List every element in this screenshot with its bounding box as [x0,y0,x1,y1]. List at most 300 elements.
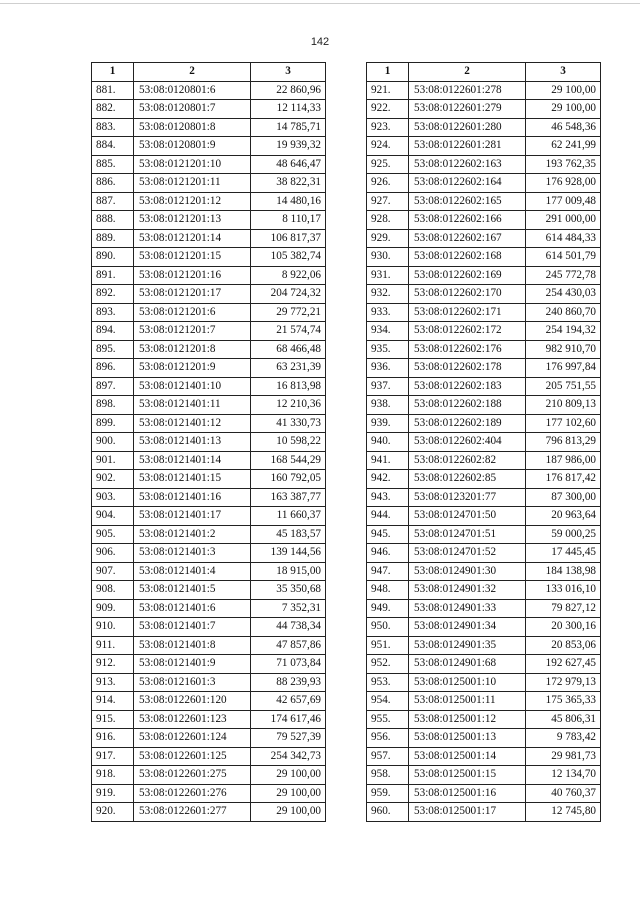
table-row [92,692,326,711]
value-cell: 59 000,25 [526,525,601,544]
table-row [92,562,326,581]
cadastral-id-cell: 53:08:0122601:279 [409,100,526,119]
cadastral-id-cell: 53:08:0124901:32 [409,581,526,600]
value-cell: 29 772,21 [251,303,326,322]
row-number-cell: 925. [367,155,409,174]
cadastral-id-cell: 53:08:0121401:12 [134,414,251,433]
table-row [92,192,326,211]
cadastral-id-cell: 53:08:0121401:3 [134,544,251,563]
cadastral-id-cell: 53:08:0122602:85 [409,470,526,489]
table-row [367,192,601,211]
row-number-cell: 927. [367,192,409,211]
page-number: 142 [310,36,330,48]
row-number-cell: 959. [367,784,409,803]
value-cell: 176 928,00 [526,174,601,193]
value-cell: 79 527,39 [251,729,326,748]
table-row [92,544,326,563]
cadastral-id-cell: 53:08:0124901:33 [409,599,526,618]
row-number-cell: 951. [367,636,409,655]
value-cell: 245 772,78 [526,266,601,285]
row-number-cell: 898. [92,396,134,415]
table-row [367,118,601,137]
table-row [367,673,601,692]
table-row [367,100,601,119]
cadastral-id-cell: 53:08:0124701:50 [409,507,526,526]
value-cell: 139 144,56 [251,544,326,563]
row-number-cell: 892. [92,285,134,304]
table-row [367,248,601,267]
value-cell: 29 100,00 [251,784,326,803]
cadastral-id-cell: 53:08:0121401:9 [134,655,251,674]
table-row [92,377,326,396]
table-row [92,81,326,100]
cadastral-id-cell: 53:08:0122602:164 [409,174,526,193]
column-header-value: 3 [251,63,326,82]
table-left-body [92,81,326,821]
value-cell: 614 484,33 [526,229,601,248]
value-cell: 177 009,48 [526,192,601,211]
table-row [367,562,601,581]
table-header-row [92,63,326,82]
value-cell: 10 598,22 [251,433,326,452]
table-row [367,229,601,248]
row-number-cell: 954. [367,692,409,711]
cadastral-id-cell: 53:08:0125001:10 [409,673,526,692]
table-row [367,507,601,526]
value-cell: 16 813,98 [251,377,326,396]
table-row [367,655,601,674]
table-row [367,470,601,489]
cadastral-id-cell: 53:08:0121201:17 [134,285,251,304]
cadastral-id-cell: 53:08:0121201:11 [134,174,251,193]
table-row [367,433,601,452]
value-cell: 63 231,39 [251,359,326,378]
table-row [92,248,326,267]
column-header-number: 1 [367,63,409,82]
table-row [92,784,326,803]
cadastral-id-cell: 53:08:0124901:35 [409,636,526,655]
table-row [92,488,326,507]
row-number-cell: 912. [92,655,134,674]
value-cell: 9 783,42 [526,729,601,748]
table-row [92,655,326,674]
table-row [92,710,326,729]
cadastral-id-cell: 53:08:0123201:77 [409,488,526,507]
row-number-cell: 881. [92,81,134,100]
value-cell: 254 342,73 [251,747,326,766]
row-number-cell: 948. [367,581,409,600]
table-row [367,137,601,156]
row-number-cell: 938. [367,396,409,415]
row-number-cell: 933. [367,303,409,322]
cadastral-id-cell: 53:08:0121201:6 [134,303,251,322]
table-row [367,322,601,341]
row-number-cell: 909. [92,599,134,618]
cadastral-id-cell: 53:08:0121601:3 [134,673,251,692]
cadastral-id-cell: 53:08:0122601:280 [409,118,526,137]
cadastral-id-cell: 53:08:0120801:9 [134,137,251,156]
table-row [367,266,601,285]
row-number-cell: 939. [367,414,409,433]
row-number-cell: 934. [367,322,409,341]
table-row [92,322,326,341]
table-row [92,618,326,637]
value-cell: 40 760,37 [526,784,601,803]
row-number-cell: 936. [367,359,409,378]
cadastral-id-cell: 53:08:0122601:120 [134,692,251,711]
row-number-cell: 950. [367,618,409,637]
value-cell: 982 910,70 [526,340,601,359]
value-cell: 193 762,35 [526,155,601,174]
row-number-cell: 893. [92,303,134,322]
table-row [92,525,326,544]
value-cell: 192 627,45 [526,655,601,674]
row-number-cell: 908. [92,581,134,600]
value-cell: 7 352,31 [251,599,326,618]
row-number-cell: 902. [92,470,134,489]
row-number-cell: 929. [367,229,409,248]
table-left [91,62,326,822]
row-number-cell: 910. [92,618,134,637]
cadastral-id-cell: 53:08:0121201:7 [134,322,251,341]
value-cell: 172 979,13 [526,673,601,692]
row-number-cell: 897. [92,377,134,396]
row-number-cell: 913. [92,673,134,692]
row-number-cell: 944. [367,507,409,526]
value-cell: 45 183,57 [251,525,326,544]
row-number-cell: 885. [92,155,134,174]
value-cell: 14 785,71 [251,118,326,137]
table-row [92,100,326,119]
cadastral-id-cell: 53:08:0124701:51 [409,525,526,544]
table-row [92,599,326,618]
cadastral-id-cell: 53:08:0122602:189 [409,414,526,433]
cadastral-id-cell: 53:08:0121201:9 [134,359,251,378]
row-number-cell: 906. [92,544,134,563]
cadastral-id-cell: 53:08:0122602:165 [409,192,526,211]
value-cell: 20 300,16 [526,618,601,637]
value-cell: 29 100,00 [251,803,326,822]
cadastral-id-cell: 53:08:0122601:125 [134,747,251,766]
value-cell: 29 100,00 [526,81,601,100]
table-row [367,710,601,729]
value-cell: 204 724,32 [251,285,326,304]
value-cell: 47 857,86 [251,636,326,655]
value-cell: 133 016,10 [526,581,601,600]
table-row [92,507,326,526]
table-row [92,396,326,415]
row-number-cell: 914. [92,692,134,711]
row-number-cell: 952. [367,655,409,674]
cadastral-id-cell: 53:08:0121401:17 [134,507,251,526]
value-cell: 71 073,84 [251,655,326,674]
value-cell: 62 241,99 [526,137,601,156]
table-row [92,285,326,304]
cadastral-id-cell: 53:08:0124901:34 [409,618,526,637]
table-row [92,155,326,174]
cadastral-id-cell: 53:08:0125001:11 [409,692,526,711]
row-number-cell: 945. [367,525,409,544]
row-number-cell: 917. [92,747,134,766]
row-number-cell: 886. [92,174,134,193]
table-row [367,803,601,822]
table-row [92,266,326,285]
table-row [92,673,326,692]
row-number-cell: 957. [367,747,409,766]
table-row [367,359,601,378]
value-cell: 175 365,33 [526,692,601,711]
cadastral-id-cell: 53:08:0121201:13 [134,211,251,230]
column-header-value: 3 [526,63,601,82]
value-cell: 254 430,03 [526,285,601,304]
value-cell: 35 350,68 [251,581,326,600]
row-number-cell: 883. [92,118,134,137]
value-cell: 176 817,42 [526,470,601,489]
top-border-rule [0,3,640,4]
row-number-cell: 949. [367,599,409,618]
cadastral-id-cell: 53:08:0121401:14 [134,451,251,470]
value-cell: 163 387,77 [251,488,326,507]
table-row [92,229,326,248]
cadastral-id-cell: 53:08:0120801:7 [134,100,251,119]
row-number-cell: 930. [367,248,409,267]
cadastral-id-cell: 53:08:0122602:183 [409,377,526,396]
row-number-cell: 940. [367,433,409,452]
table-row [92,211,326,230]
row-number-cell: 916. [92,729,134,748]
cadastral-id-cell: 53:08:0122601:276 [134,784,251,803]
value-cell: 79 827,12 [526,599,601,618]
row-number-cell: 922. [367,100,409,119]
cadastral-id-cell: 53:08:0121401:16 [134,488,251,507]
table-row [367,488,601,507]
value-cell: 48 646,47 [251,155,326,174]
table-row [367,729,601,748]
cadastral-id-cell: 53:08:0121401:10 [134,377,251,396]
value-cell: 44 738,34 [251,618,326,637]
table-row [92,433,326,452]
value-cell: 240 860,70 [526,303,601,322]
value-cell: 12 114,33 [251,100,326,119]
value-cell: 18 915,00 [251,562,326,581]
table-row [92,118,326,137]
cadastral-id-cell: 53:08:0122601:278 [409,81,526,100]
cadastral-id-cell: 53:08:0125001:14 [409,747,526,766]
table-row [367,766,601,785]
row-number-cell: 928. [367,211,409,230]
cadastral-id-cell: 53:08:0121201:10 [134,155,251,174]
row-number-cell: 946. [367,544,409,563]
value-cell: 176 997,84 [526,359,601,378]
value-cell: 22 860,96 [251,81,326,100]
cadastral-id-cell: 53:08:0122602:178 [409,359,526,378]
cadastral-id-cell: 53:08:0121201:8 [134,340,251,359]
row-number-cell: 918. [92,766,134,785]
value-cell: 8 922,06 [251,266,326,285]
cadastral-id-cell: 53:08:0125001:17 [409,803,526,822]
table-row [92,174,326,193]
row-number-cell: 947. [367,562,409,581]
row-number-cell: 942. [367,470,409,489]
table-row [92,470,326,489]
table-row [92,729,326,748]
row-number-cell: 891. [92,266,134,285]
cadastral-id-cell: 53:08:0121401:5 [134,581,251,600]
value-cell: 614 501,79 [526,248,601,267]
value-cell: 29 100,00 [251,766,326,785]
table-row [367,396,601,415]
value-cell: 19 939,32 [251,137,326,156]
cadastral-id-cell: 53:08:0121401:13 [134,433,251,452]
row-number-cell: 915. [92,710,134,729]
value-cell: 168 544,29 [251,451,326,470]
row-number-cell: 921. [367,81,409,100]
cadastral-id-cell: 53:08:0125001:15 [409,766,526,785]
cadastral-id-cell: 53:08:0121401:11 [134,396,251,415]
table-row [92,803,326,822]
row-number-cell: 895. [92,340,134,359]
row-number-cell: 937. [367,377,409,396]
cadastral-id-cell: 53:08:0122601:281 [409,137,526,156]
value-cell: 11 660,37 [251,507,326,526]
cadastral-id-cell: 53:08:0122602:176 [409,340,526,359]
cadastral-id-cell: 53:08:0122601:124 [134,729,251,748]
value-cell: 205 751,55 [526,377,601,396]
table-row [367,544,601,563]
table-row [367,377,601,396]
table-row [92,636,326,655]
row-number-cell: 920. [92,803,134,822]
cadastral-id-cell: 53:08:0124701:52 [409,544,526,563]
value-cell: 291 000,00 [526,211,601,230]
value-cell: 38 822,31 [251,174,326,193]
cadastral-id-cell: 53:08:0122602:166 [409,211,526,230]
value-cell: 68 466,48 [251,340,326,359]
cadastral-id-cell: 53:08:0121401:15 [134,470,251,489]
value-cell: 20 853,06 [526,636,601,655]
value-cell: 160 792,05 [251,470,326,489]
table-right-body [367,81,601,821]
table-row [367,784,601,803]
table-row [367,636,601,655]
row-number-cell: 894. [92,322,134,341]
value-cell: 29 100,00 [526,100,601,119]
value-cell: 12 134,70 [526,766,601,785]
value-cell: 88 239,93 [251,673,326,692]
cadastral-id-cell: 53:08:0122601:123 [134,710,251,729]
table-row [367,451,601,470]
value-cell: 41 330,73 [251,414,326,433]
cadastral-id-cell: 53:08:0125001:13 [409,729,526,748]
value-cell: 46 548,36 [526,118,601,137]
row-number-cell: 956. [367,729,409,748]
table-row [367,414,601,433]
row-number-cell: 958. [367,766,409,785]
row-number-cell: 882. [92,100,134,119]
table-row [367,618,601,637]
row-number-cell: 889. [92,229,134,248]
cadastral-id-cell: 53:08:0125001:12 [409,710,526,729]
row-number-cell: 905. [92,525,134,544]
value-cell: 174 617,46 [251,710,326,729]
row-number-cell: 941. [367,451,409,470]
value-cell: 105 382,74 [251,248,326,267]
value-cell: 796 813,29 [526,433,601,452]
column-header-cadastral-id: 2 [134,63,251,82]
cadastral-id-cell: 53:08:0124901:30 [409,562,526,581]
cadastral-id-cell: 53:08:0122602:170 [409,285,526,304]
row-number-cell: 960. [367,803,409,822]
cadastral-id-cell: 53:08:0121401:2 [134,525,251,544]
cadastral-id-cell: 53:08:0122602:82 [409,451,526,470]
row-number-cell: 932. [367,285,409,304]
table-row [367,211,601,230]
value-cell: 106 817,37 [251,229,326,248]
table-row [367,81,601,100]
row-number-cell: 935. [367,340,409,359]
row-number-cell: 896. [92,359,134,378]
row-number-cell: 888. [92,211,134,230]
row-number-cell: 899. [92,414,134,433]
value-cell: 87 300,00 [526,488,601,507]
cadastral-id-cell: 53:08:0122602:167 [409,229,526,248]
value-cell: 187 986,00 [526,451,601,470]
row-number-cell: 943. [367,488,409,507]
table-row [367,285,601,304]
row-number-cell: 900. [92,433,134,452]
value-cell: 210 809,13 [526,396,601,415]
row-number-cell: 890. [92,248,134,267]
cadastral-id-cell: 53:08:0122602:169 [409,266,526,285]
cadastral-id-cell: 53:08:0121201:16 [134,266,251,285]
table-row [367,155,601,174]
table-row [92,359,326,378]
value-cell: 45 806,31 [526,710,601,729]
value-cell: 12 745,80 [526,803,601,822]
row-number-cell: 924. [367,137,409,156]
cadastral-id-cell: 53:08:0121201:15 [134,248,251,267]
table-row [367,340,601,359]
cadastral-id-cell: 53:08:0122602:171 [409,303,526,322]
cadastral-id-cell: 53:08:0122602:172 [409,322,526,341]
column-header-number: 1 [92,63,134,82]
table-row [92,414,326,433]
cadastral-id-cell: 53:08:0121401:7 [134,618,251,637]
table-row [367,174,601,193]
value-cell: 29 981,73 [526,747,601,766]
table-row [92,766,326,785]
value-cell: 42 657,69 [251,692,326,711]
value-cell: 254 194,32 [526,322,601,341]
cadastral-id-cell: 53:08:0124901:68 [409,655,526,674]
value-cell: 21 574,74 [251,322,326,341]
cadastral-id-cell: 53:08:0122602:404 [409,433,526,452]
cadastral-id-cell: 53:08:0122601:277 [134,803,251,822]
row-number-cell: 919. [92,784,134,803]
cadastral-id-cell: 53:08:0122602:188 [409,396,526,415]
table-row [367,692,601,711]
table-row [92,747,326,766]
value-cell: 20 963,64 [526,507,601,526]
table-header-row [367,63,601,82]
table-row [92,340,326,359]
cadastral-id-cell: 53:08:0121401:8 [134,636,251,655]
cadastral-id-cell: 53:08:0121401:4 [134,562,251,581]
cadastral-id-cell: 53:08:0121401:6 [134,599,251,618]
column-header-cadastral-id: 2 [409,63,526,82]
row-number-cell: 901. [92,451,134,470]
table-row [367,525,601,544]
